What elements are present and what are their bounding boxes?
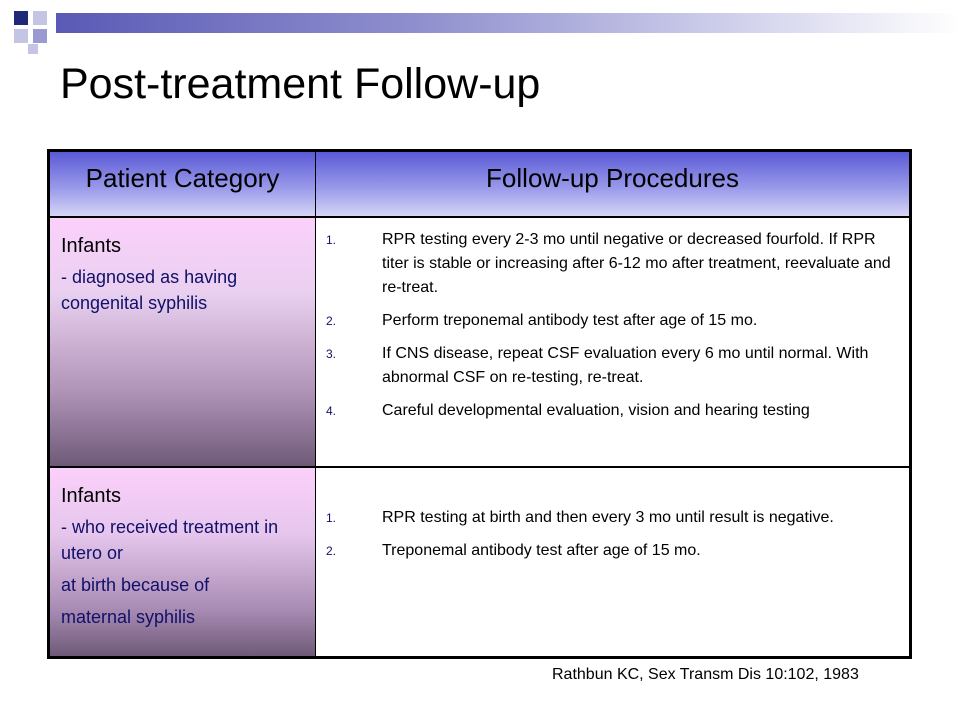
procedure-number: 1. — [326, 511, 337, 525]
procedure-item — [326, 342, 899, 390]
category-description-line: maternal syphilis — [61, 607, 196, 627]
category-description-line: at birth because of — [61, 575, 210, 595]
procedure-number: 4. — [326, 404, 337, 418]
decorative-square-small — [28, 44, 38, 54]
procedures-cell — [316, 468, 909, 656]
category-title: Infants — [61, 485, 122, 507]
procedure-number: 1. — [326, 233, 337, 247]
decorative-square-medium — [33, 29, 47, 43]
procedure-list — [326, 228, 899, 423]
procedure-text: Treponemal antibody test after age of 15 mo. — [382, 542, 701, 559]
slide-title: Post-treatment Follow-up — [60, 60, 541, 108]
procedure-item — [326, 399, 899, 423]
follow-up-table — [47, 149, 912, 659]
category-description: - diagnosed as having congenital syphilis — [61, 267, 238, 313]
procedure-list — [326, 506, 899, 563]
procedure-item — [326, 228, 899, 300]
category-cell — [50, 218, 316, 466]
decorative-gradient-bar — [56, 13, 960, 33]
procedure-number: 2. — [326, 544, 337, 558]
procedure-text: Careful developmental evaluation, vision and hearing testing — [382, 402, 810, 419]
procedure-item — [326, 506, 899, 530]
procedure-item — [326, 539, 899, 563]
procedure-text: Perform treponemal antibody test after age of 15 mo. — [382, 312, 758, 329]
citation-text: Rathbun KC, Sex Transm Dis 10:102, 1983 — [552, 666, 859, 683]
decorative-square-light — [33, 11, 47, 25]
procedure-text: If CNS disease, repeat CSF evaluation every 6 mo until normal. With abnormal CSF on re-testing, re-treat. — [382, 345, 869, 386]
procedure-text: RPR testing every 2-3 mo until negative or decreased fourfold. If RPR titer is stable or increasing after 6-12 mo after treatment, reevaluate and re-treat. — [382, 231, 891, 296]
category-cell — [50, 468, 316, 656]
category-description-line: - who received treatment in utero or — [61, 517, 279, 563]
category-title: Infants — [61, 235, 122, 257]
decorative-square-navy — [14, 11, 28, 25]
header-follow-up-procedures: Follow-up Procedures — [316, 152, 909, 218]
decorative-square-light — [14, 29, 28, 43]
procedure-item — [326, 309, 899, 333]
procedures-cell — [316, 218, 909, 466]
category-description — [61, 514, 305, 630]
procedure-number: 3. — [326, 347, 337, 361]
procedure-text: RPR testing at birth and then every 3 mo until result is negative. — [382, 509, 834, 526]
procedure-number: 2. — [326, 314, 337, 328]
header-patient-category: Patient Category — [50, 152, 316, 218]
